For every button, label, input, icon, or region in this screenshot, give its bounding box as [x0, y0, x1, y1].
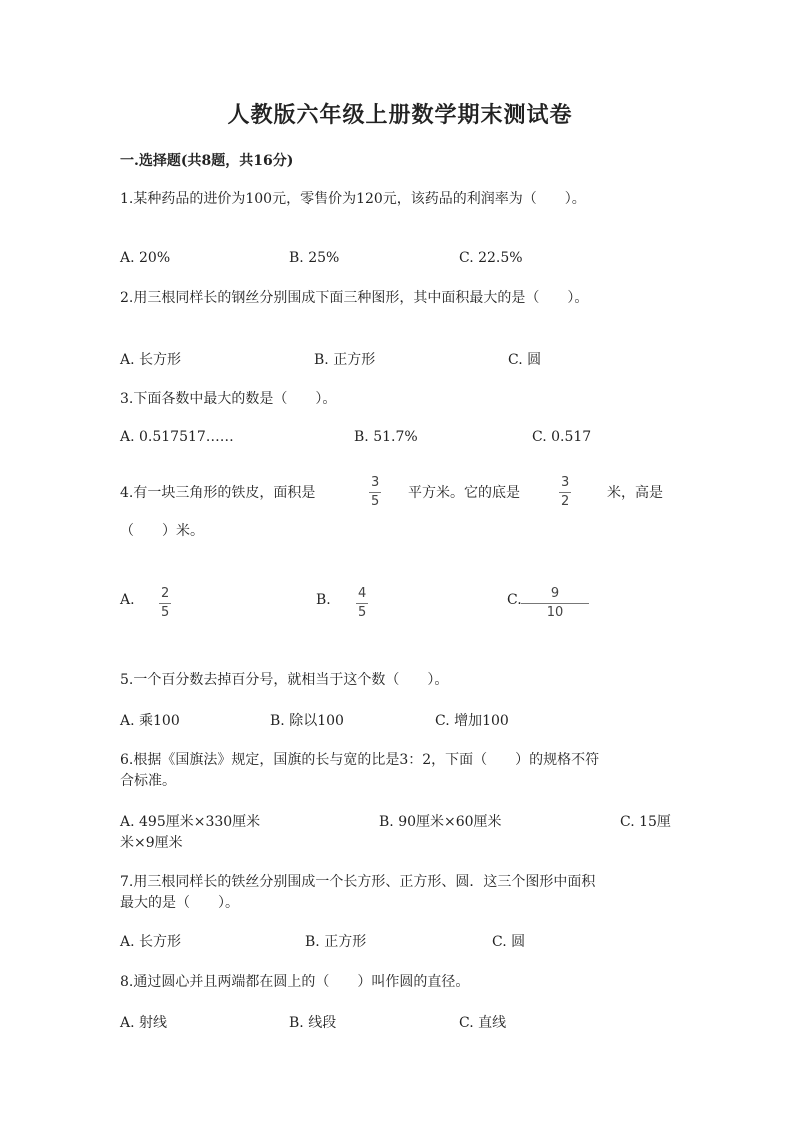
question-4-line2: （ ）米。 — [120, 523, 204, 539]
q5-option-c: C. 增加100 — [435, 713, 509, 729]
fraction-numerator: 2 — [161, 586, 170, 601]
question-3: 3.下面各数中最大的数是（ ）。 — [120, 391, 337, 407]
fraction-numerator: 3 — [371, 475, 380, 490]
q4-option-a-fraction — [159, 587, 171, 620]
q1-option-b: B. 25% — [289, 250, 340, 266]
q4-option-c-fraction — [521, 587, 589, 620]
fraction-denominator: 2 — [561, 494, 570, 509]
q8-option-c: C. 直线 — [459, 1015, 507, 1031]
q1-option-a: A. 20% — [120, 250, 171, 266]
question-4-part-b: 平方米。它的底是 — [408, 485, 520, 501]
fraction-numerator: 9 — [550, 586, 560, 601]
fraction-area — [369, 476, 381, 509]
question-4-part-c: 米，高是 — [607, 485, 663, 501]
q4-option-b-label: B. — [316, 592, 331, 608]
page-title: 人教版六年级上册数学期末测试卷 — [227, 102, 573, 128]
q6-option-b: B. 90厘米×60厘米 — [379, 814, 502, 830]
q2-option-c: C. 圆 — [508, 352, 542, 368]
fraction-denominator: 5 — [371, 494, 380, 509]
fraction-denominator: 10 — [546, 605, 564, 620]
q3-option-b: B. 51.7% — [354, 429, 418, 445]
fraction-denominator: 5 — [358, 605, 367, 620]
q6-option-c-continued: 米×9厘米 — [120, 835, 183, 851]
q6-option-c: C. 15厘 — [620, 814, 671, 830]
q4-option-a-label: A. — [120, 592, 135, 608]
q7-option-b: B. 正方形 — [305, 934, 367, 950]
q6-option-a: A. 495厘米×330厘米 — [120, 814, 261, 830]
question-6-line2: 合标准。 — [120, 773, 176, 789]
question-7-line1: 7.用三根同样长的铁丝分别围成一个长方形、正方形、圆．这三个图形中面积 — [120, 874, 596, 890]
fraction-bar — [159, 603, 171, 604]
q2-option-b: B. 正方形 — [314, 352, 376, 368]
q4-option-c-label: C. — [507, 592, 522, 608]
question-7-line2: 最大的是（ ）。 — [120, 895, 239, 911]
fraction-bar — [559, 492, 571, 493]
q7-option-a: A. 长方形 — [120, 934, 182, 950]
q8-option-a: A. 射线 — [120, 1015, 168, 1031]
q5-option-b: B. 除以100 — [270, 713, 344, 729]
fraction-base — [559, 476, 571, 509]
q4-option-b-fraction — [356, 587, 368, 620]
fraction-numerator: 3 — [561, 475, 570, 490]
q2-option-a: A. 长方形 — [120, 352, 182, 368]
question-2: 2.用三根同样长的钢丝分别围成下面三种图形，其中面积最大的是（ ）。 — [120, 290, 589, 306]
fraction-bar — [356, 603, 368, 604]
section-heading: 一.选择题(共8题，共16分) — [120, 153, 294, 169]
question-6-line1: 6.根据《国旗法》规定，国旗的长与宽的比是3：2，下面（ ）的规格不符 — [120, 752, 600, 768]
q7-option-c: C. 圆 — [492, 934, 526, 950]
question-8: 8.通过圆心并且两端都在圆上的（ ）叫作圆的直径。 — [120, 974, 470, 990]
q5-option-a: A. 乘100 — [120, 713, 180, 729]
q1-option-c: C. 22.5% — [459, 250, 523, 266]
question-5: 5.一个百分数去掉百分号，就相当于这个数（ ）。 — [120, 672, 449, 688]
q3-option-a: A. 0.517517…… — [120, 429, 234, 445]
fraction-bar — [521, 603, 589, 604]
question-4-part-a: 4.有一块三角形的铁皮，面积是 — [120, 485, 316, 501]
q8-option-b: B. 线段 — [289, 1015, 337, 1031]
question-1: 1.某种药品的进价为100元，零售价为120元，该药品的利润率为（ ）。 — [120, 191, 586, 207]
fraction-numerator: 4 — [358, 586, 367, 601]
fraction-denominator: 5 — [161, 605, 170, 620]
q3-option-c: C. 0.517 — [532, 429, 592, 445]
fraction-bar — [369, 492, 381, 493]
